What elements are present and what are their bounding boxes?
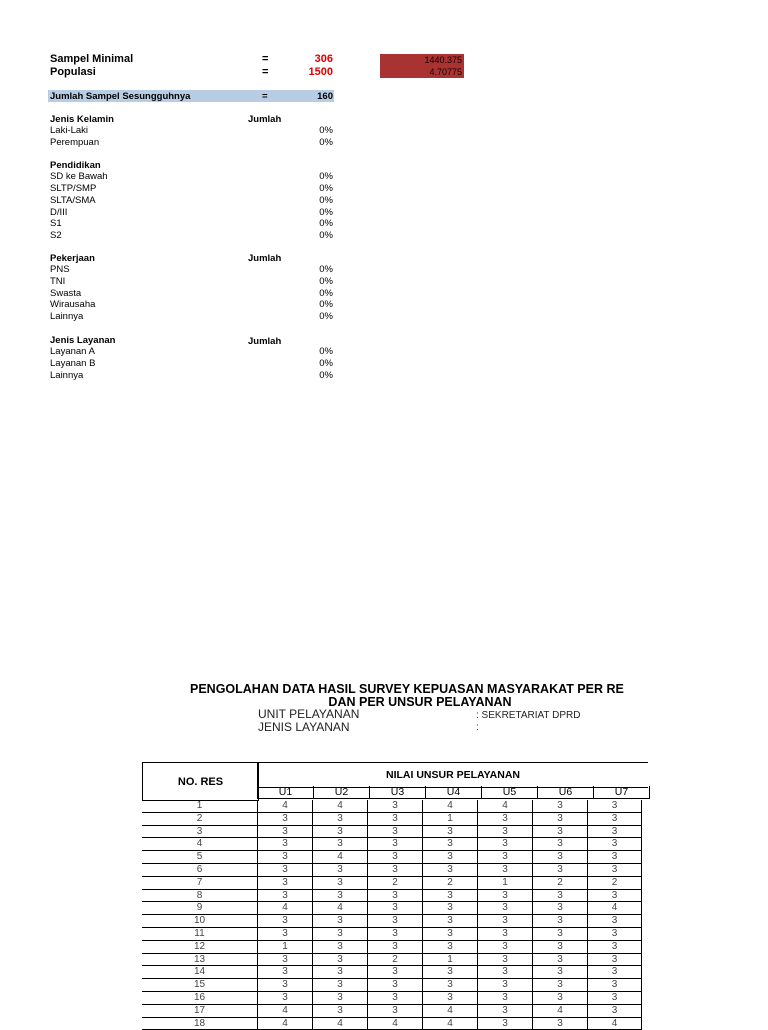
pend-value-1: 0%: [319, 183, 333, 194]
table-row: [142, 954, 642, 967]
row-number: 9: [196, 902, 203, 914]
score-cell-u1: 3: [257, 864, 312, 876]
row-number: 2: [196, 812, 203, 824]
score-cell-u6: 3: [532, 838, 587, 850]
header-nores: NO. RES: [142, 762, 259, 801]
pend-value-4: 0%: [319, 218, 333, 229]
row-number: 4: [196, 838, 203, 850]
populasi-eq: =: [262, 66, 269, 78]
row-number: 7: [196, 876, 203, 888]
pendidikan-title: Pendidikan: [50, 160, 101, 171]
pek-label-4: Lainnya: [50, 311, 84, 322]
score-cell-u6: 3: [532, 941, 587, 953]
score-cell-u5: 3: [477, 915, 532, 927]
score-cell-u3: 3: [367, 826, 422, 838]
score-cell-u6: 3: [532, 979, 587, 991]
header-u3: U3: [370, 786, 426, 799]
score-cell-u1: 1: [257, 941, 312, 953]
header-u4: U4: [426, 786, 482, 799]
score-cell-u7: 3: [587, 890, 642, 902]
score-cell-u3: 2: [367, 954, 422, 966]
score-cell-u4: 3: [422, 864, 477, 876]
report-title-line2: DAN PER UNSUR PELAYANAN: [328, 695, 512, 709]
score-cell-u4: 3: [422, 915, 477, 927]
row-number: 11: [194, 927, 205, 939]
table-row: [142, 1005, 642, 1018]
score-cell-u5: 3: [477, 928, 532, 940]
score-cell-u3: 4: [367, 1018, 422, 1030]
row-number: 5: [196, 851, 203, 863]
pend-label-0: SD ke Bawah: [50, 171, 108, 182]
header-u1: U1: [257, 786, 314, 799]
score-cell-u6: 3: [532, 800, 587, 812]
score-cell-u1: 3: [257, 928, 312, 940]
score-cell-u4: 1: [422, 813, 477, 825]
populasi-label: Populasi: [50, 66, 96, 78]
score-cell-u4: 3: [422, 902, 477, 914]
score-cell-u7: 3: [587, 966, 642, 978]
score-cell-u5: 3: [477, 864, 532, 876]
score-cell-u4: 2: [422, 877, 477, 889]
results-table-body: [142, 800, 642, 1030]
score-cell-u5: 3: [477, 902, 532, 914]
score-cell-u2: 3: [312, 877, 367, 889]
jl-value-2: 0%: [319, 370, 333, 381]
score-cell-u5: 3: [477, 1005, 532, 1017]
table-row: [142, 902, 642, 915]
score-cell-u1: 3: [257, 877, 312, 889]
score-cell-u1: 3: [257, 890, 312, 902]
score-cell-u6: 4: [532, 1005, 587, 1017]
calc-cell-2: 4.70775: [380, 66, 464, 78]
pek-label-2: Swasta: [50, 288, 82, 299]
score-cell-u1: 3: [257, 851, 312, 863]
score-cell-u7: 3: [587, 954, 642, 966]
score-cell-u5: 3: [477, 979, 532, 991]
score-cell-u3: 3: [367, 864, 422, 876]
score-cell-u7: 3: [587, 813, 642, 825]
jenis-layanan-title: Jenis Layanan: [50, 335, 116, 346]
jenis-layanan-value: :: [476, 722, 479, 733]
score-cell-u6: 3: [532, 992, 587, 1004]
populasi-value: 1500: [308, 66, 333, 78]
pend-label-2: SLTA/SMA: [50, 195, 96, 206]
row-number: 14: [193, 966, 206, 978]
score-cell-u6: 3: [532, 890, 587, 902]
jk-label-0: Laki-Laki: [50, 125, 89, 136]
table-row: [142, 800, 642, 813]
score-cell-u2: 3: [312, 992, 367, 1004]
score-cell-u3: 3: [367, 966, 422, 978]
score-cell-u3: 3: [367, 1005, 422, 1017]
jk-label-1: Perempuan: [50, 137, 100, 148]
pend-label-5: S2: [50, 230, 62, 241]
calc-cell-1: 1440.375: [380, 54, 464, 66]
score-cell-u5: 3: [477, 941, 532, 953]
table-row: [142, 890, 642, 903]
score-cell-u2: 4: [312, 902, 367, 914]
jenis-layanan-col: Jumlah: [248, 336, 282, 347]
score-cell-u4: 4: [422, 1005, 477, 1017]
score-cell-u4: 3: [422, 838, 477, 850]
score-cell-u7: 3: [587, 1005, 642, 1017]
header-u6: U6: [538, 786, 594, 799]
score-cell-u3: 3: [367, 838, 422, 850]
score-cell-u3: 3: [367, 992, 422, 1004]
score-cell-u5: 4: [477, 800, 532, 812]
score-cell-u6: 3: [532, 954, 587, 966]
pend-value-3: 0%: [319, 207, 333, 218]
score-cell-u2: 3: [312, 928, 367, 940]
score-cell-u1: 3: [257, 992, 312, 1004]
score-cell-u4: 3: [422, 979, 477, 991]
score-cell-u3: 3: [367, 979, 422, 991]
score-cell-u4: 3: [422, 826, 477, 838]
score-cell-u1: 4: [257, 1018, 312, 1030]
score-cell-u7: 3: [587, 826, 642, 838]
table-row: [142, 838, 642, 851]
table-row: [142, 826, 642, 839]
score-cell-u2: 3: [312, 864, 367, 876]
pek-label-1: TNI: [50, 276, 66, 287]
score-cell-u3: 3: [367, 915, 422, 927]
score-cell-u4: 3: [422, 928, 477, 940]
score-cell-u7: 3: [587, 979, 642, 991]
score-cell-u5: 3: [477, 966, 532, 978]
score-cell-u2: 3: [312, 915, 367, 927]
table-row: [142, 979, 642, 992]
pek-value-4: 0%: [319, 311, 333, 322]
score-cell-u5: 3: [477, 992, 532, 1004]
score-cell-u6: 3: [532, 915, 587, 927]
pekerjaan-col: Jumlah: [248, 253, 282, 264]
score-cell-u2: 3: [312, 954, 367, 966]
jumlah-sampel-eq: =: [262, 91, 268, 102]
score-cell-u1: 4: [257, 1005, 312, 1017]
row-number: 18: [193, 1017, 206, 1029]
score-cell-u2: 4: [312, 1018, 367, 1030]
table-row: [142, 928, 642, 941]
score-cell-u6: 2: [532, 877, 587, 889]
unit-pelayanan-value: : SEKRETARIAT DPRD: [476, 710, 581, 721]
pend-label-3: D/III: [50, 207, 68, 218]
jk-value-0: 0%: [319, 125, 333, 136]
pend-value-2: 0%: [319, 195, 333, 206]
score-cell-u1: 3: [257, 915, 312, 927]
score-cell-u7: 3: [587, 851, 642, 863]
score-cell-u6: 3: [532, 966, 587, 978]
jumlah-sampel-label: Jumlah Sampel Sesungguhnya: [50, 91, 191, 102]
score-cell-u6: 3: [532, 864, 587, 876]
jenis-layanan-label: JENIS LAYANAN: [258, 720, 350, 734]
score-cell-u4: 1: [422, 954, 477, 966]
score-cell-u1: 3: [257, 838, 312, 850]
row-number: 13: [193, 953, 206, 965]
score-cell-u3: 3: [367, 941, 422, 953]
pek-label-3: Wirausaha: [50, 299, 96, 310]
score-cell-u1: 4: [257, 800, 312, 812]
score-cell-u7: 3: [587, 928, 642, 940]
score-cell-u6: 3: [532, 851, 587, 863]
pek-value-0: 0%: [319, 264, 333, 275]
score-cell-u2: 3: [312, 1005, 367, 1017]
score-cell-u7: 4: [587, 1018, 642, 1030]
score-cell-u7: 3: [587, 864, 642, 876]
jl-label-2: Lainnya: [50, 370, 84, 381]
score-cell-u4: 4: [422, 1018, 477, 1030]
table-row: [142, 915, 642, 928]
score-cell-u5: 1: [477, 877, 532, 889]
jenis-kelamin-title: Jenis Kelamin: [50, 114, 114, 125]
score-cell-u3: 3: [367, 800, 422, 812]
score-cell-u5: 3: [477, 1018, 532, 1030]
score-cell-u5: 3: [477, 851, 532, 863]
score-cell-u5: 3: [477, 813, 532, 825]
score-cell-u1: 3: [257, 979, 312, 991]
score-cell-u3: 3: [367, 813, 422, 825]
score-cell-u1: 3: [257, 813, 312, 825]
score-cell-u4: 3: [422, 941, 477, 953]
score-cell-u5: 3: [477, 838, 532, 850]
jl-value-0: 0%: [319, 346, 333, 357]
score-cell-u7: 3: [587, 838, 642, 850]
sampel-minimal-value: 306: [314, 53, 333, 65]
unit-pelayanan-label: UNIT PELAYANAN: [258, 707, 360, 721]
score-cell-u2: 4: [312, 800, 367, 812]
score-cell-u4: 3: [422, 966, 477, 978]
score-cell-u1: 4: [257, 902, 312, 914]
row-number: 15: [193, 979, 206, 991]
score-cell-u3: 3: [367, 902, 422, 914]
score-cell-u5: 3: [477, 954, 532, 966]
score-cell-u2: 3: [312, 979, 367, 991]
pend-label-4: S1: [50, 218, 62, 229]
score-cell-u1: 3: [257, 966, 312, 978]
score-cell-u5: 3: [477, 826, 532, 838]
score-cell-u7: 2: [587, 877, 642, 889]
table-row: [142, 877, 642, 890]
score-cell-u7: 3: [587, 915, 642, 927]
score-cell-u7: 4: [587, 902, 642, 914]
row-number: 3: [196, 825, 203, 837]
pend-value-0: 0%: [319, 171, 333, 182]
row-number: 1: [196, 800, 203, 811]
score-cell-u7: 3: [587, 992, 642, 1004]
row-number: 16: [193, 991, 206, 1003]
row-number: 17: [193, 1004, 206, 1016]
score-cell-u4: 3: [422, 890, 477, 902]
unsur-header-row: [257, 786, 650, 799]
score-cell-u3: 3: [367, 890, 422, 902]
pend-label-1: SLTP/SMP: [50, 183, 97, 194]
header-u2: U2: [314, 786, 370, 799]
row-number: 12: [193, 940, 206, 952]
pek-value-2: 0%: [319, 288, 333, 299]
score-cell-u2: 3: [312, 966, 367, 978]
jl-label-0: Layanan A: [50, 346, 95, 357]
score-cell-u3: 3: [367, 928, 422, 940]
table-row: [142, 992, 642, 1005]
report-title-line1: PENGOLAHAN DATA HASIL SURVEY KEPUASAN MASYARAKAT PER RE: [190, 682, 624, 696]
sampel-minimal-eq: =: [262, 53, 269, 65]
jk-value-1: 0%: [319, 137, 333, 148]
jenis-kelamin-col: Jumlah: [248, 114, 282, 125]
pek-value-1: 0%: [319, 276, 333, 287]
row-number: 8: [196, 889, 203, 901]
score-cell-u4: 3: [422, 851, 477, 863]
pek-value-3: 0%: [319, 299, 333, 310]
score-cell-u2: 3: [312, 838, 367, 850]
pek-label-0: PNS: [50, 264, 70, 275]
score-cell-u2: 3: [312, 826, 367, 838]
score-cell-u4: 3: [422, 992, 477, 1004]
header-nilai: NILAI UNSUR PELAYANAN: [257, 762, 648, 788]
score-cell-u3: 3: [367, 851, 422, 863]
score-cell-u1: 3: [257, 954, 312, 966]
score-cell-u1: 3: [257, 826, 312, 838]
table-row: [142, 966, 642, 979]
jl-value-1: 0%: [319, 358, 333, 369]
header-u5: U5: [482, 786, 538, 799]
pekerjaan-title: Pekerjaan: [50, 253, 95, 264]
score-cell-u2: 3: [312, 813, 367, 825]
score-cell-u6: 3: [532, 826, 587, 838]
table-row: [142, 813, 642, 826]
score-cell-u2: 3: [312, 890, 367, 902]
score-cell-u3: 2: [367, 877, 422, 889]
score-cell-u2: 3: [312, 941, 367, 953]
score-cell-u5: 3: [477, 890, 532, 902]
pend-value-5: 0%: [319, 230, 333, 241]
score-cell-u2: 4: [312, 851, 367, 863]
score-cell-u7: 3: [587, 800, 642, 812]
row-number: 10: [193, 915, 206, 927]
table-row: [142, 851, 642, 864]
table-row: [142, 864, 642, 877]
header-u7: U7: [594, 786, 650, 799]
jumlah-sampel-value: 160: [317, 91, 333, 102]
score-cell-u6: 3: [532, 813, 587, 825]
jl-label-1: Layanan B: [50, 358, 96, 369]
score-cell-u6: 3: [532, 1018, 587, 1030]
table-row: [142, 941, 642, 954]
score-cell-u6: 3: [532, 902, 587, 914]
score-cell-u4: 4: [422, 800, 477, 812]
row-number: 6: [196, 863, 203, 875]
score-cell-u6: 3: [532, 928, 587, 940]
score-cell-u7: 3: [587, 941, 642, 953]
sampel-minimal-label: Sampel Minimal: [50, 53, 134, 65]
